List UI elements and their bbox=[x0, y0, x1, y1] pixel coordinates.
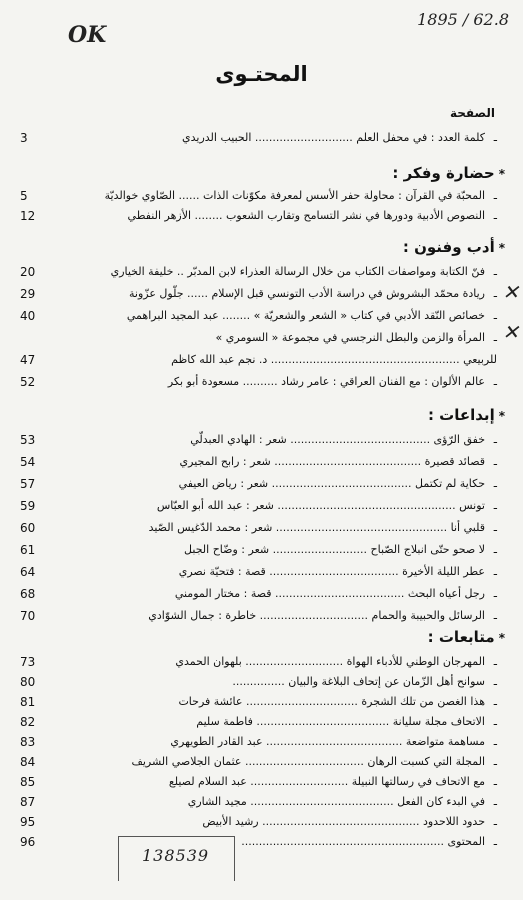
toc-row bbox=[0, 672, 523, 692]
star-icon: * bbox=[498, 409, 505, 423]
page-title: المحتـوى bbox=[215, 62, 308, 86]
toc-row bbox=[0, 284, 523, 304]
toc-entry-page: 73 bbox=[20, 655, 36, 669]
bullet-dash: ـ bbox=[493, 209, 497, 222]
toc-entry-page: 96 bbox=[20, 835, 36, 849]
toc-row bbox=[0, 584, 523, 604]
toc-row bbox=[0, 262, 523, 282]
bullet-dash: ـ bbox=[493, 499, 497, 512]
toc-row bbox=[0, 186, 523, 206]
toc-row bbox=[0, 606, 523, 626]
toc-row bbox=[0, 518, 523, 538]
bullet-dash: ـ bbox=[493, 715, 497, 728]
toc-entry-page: 53 bbox=[20, 433, 36, 447]
toc-entry-page: 64 bbox=[20, 565, 36, 579]
toc-entry-page: 84 bbox=[20, 755, 36, 769]
toc-entry-text: المحبّة في القرآن : محاولة حفر الأسس لمعرفة مكوّنات الذات ...... الصّاوي خوالديّة bbox=[104, 189, 485, 202]
handwritten-x-mark: ✕ bbox=[502, 280, 519, 304]
bullet-dash: ـ bbox=[493, 835, 497, 848]
toc-row bbox=[0, 652, 523, 672]
bullet-dash: ـ bbox=[493, 189, 497, 202]
toc-entry-text: فنّ الكتابة ومواصفات الكتاب من خلال الرسالة العذراء لابن المدبّر .. خليفة الخياري bbox=[110, 265, 485, 278]
bullet-dash: ـ bbox=[493, 795, 497, 808]
toc-entry-text: مع الاتحاف في رسالتها النبيلة ............................ عبد السلام لصيلع bbox=[168, 775, 485, 788]
toc-entry-page: 47 bbox=[20, 353, 36, 367]
handwritten-catalog-number: 1895 / 62.8 bbox=[417, 10, 509, 29]
toc-entry-text: خصائص النّقد الأدبي في كتاب « الشعر والشعريّة » ........ عبد المجيد البراهمي bbox=[126, 309, 485, 322]
bullet-dash: ـ bbox=[493, 455, 497, 468]
toc-entry-page: 60 bbox=[20, 521, 36, 535]
toc-row bbox=[0, 206, 523, 226]
toc-row bbox=[0, 452, 523, 472]
star-icon: * bbox=[498, 631, 505, 645]
toc-row bbox=[0, 496, 523, 516]
toc-entry-page: 87 bbox=[20, 795, 36, 809]
bullet-dash: ـ bbox=[493, 565, 497, 578]
toc-entry-text: كلمة العدد : في محفل العلم ............................ الحبيب الدريدي bbox=[182, 131, 485, 144]
toc-entry-page: 29 bbox=[20, 287, 36, 301]
star-icon: * bbox=[498, 167, 505, 181]
toc-row bbox=[0, 692, 523, 712]
star-icon: * bbox=[498, 241, 505, 255]
toc-row bbox=[0, 732, 523, 752]
toc-entry-text: المرأة والزمن والبطل النرجسي في مجموعة « السومري » bbox=[215, 331, 485, 344]
toc-entry-text: في البدء كان الفعل ......................................... مجيد الشاري bbox=[187, 795, 485, 808]
toc-entry-page: 3 bbox=[20, 131, 28, 145]
toc-entry-text: ريادة محمّد البشروش في دراسة الأدب التونسي قبل الإسلام ...... جلّول عزّونة bbox=[129, 287, 485, 300]
bullet-dash: ـ bbox=[493, 775, 497, 788]
section-heading: *حضارة وفكر : bbox=[392, 164, 505, 182]
toc-entry-page: 5 bbox=[20, 189, 28, 203]
page-column-header: الصفحة bbox=[449, 106, 495, 120]
section-heading: *إبداعات : bbox=[427, 406, 505, 424]
toc-entry-page: 95 bbox=[20, 815, 36, 829]
toc-entry-text: عطر الليلة الأخيرة ..................................... قصة : فتحيّة نصري bbox=[178, 565, 485, 578]
toc-entry-page: 68 bbox=[20, 587, 36, 601]
toc-entry-text: تونس ................................................... شعر : عبد الله أبو العبّاس bbox=[156, 499, 485, 512]
toc-row bbox=[0, 474, 523, 494]
toc-entry-page: 70 bbox=[20, 609, 36, 623]
toc-entry-text: رجل أعياه البحث ..................................... قصة : مختار المومني bbox=[174, 587, 485, 600]
toc-entry-text: لا صحو حتّى انبلاج الصّباح ........................... شعر : وضّاح الجبل bbox=[184, 543, 485, 556]
toc-entry-text: عالم الألوان : مع الفنان العراقي : عامر رشاد .......... مسعودة أبو بكر bbox=[167, 375, 485, 388]
bullet-dash: ـ bbox=[493, 543, 497, 556]
toc-entry-text: حكاية لم تكتمل ........................................ شعر : رياض العيفي bbox=[178, 477, 485, 490]
handwritten-x-mark: ✕ bbox=[502, 320, 519, 344]
toc-entry-page: 61 bbox=[20, 543, 36, 557]
toc-entry-page: 85 bbox=[20, 775, 36, 789]
bullet-dash: ـ bbox=[493, 331, 497, 344]
section-heading: *أدب وفنون : bbox=[402, 238, 505, 256]
toc-row bbox=[0, 562, 523, 582]
bullet-dash: ـ bbox=[493, 815, 497, 828]
toc-entry-text: قلبي أنا ................................................. شعر : محمد الدّغيس الصّيد bbox=[148, 521, 485, 534]
toc-entry-text: المهرجان الوطني للأدباء الهواة ............................ بلهوان الحمدي bbox=[175, 655, 485, 668]
toc-entry-text: للربيعي ...................................................... د. نجم عبد الله كاظم bbox=[171, 353, 497, 366]
bullet-dash: ـ bbox=[493, 655, 497, 668]
bullet-dash: ـ bbox=[493, 755, 497, 768]
toc-entry-page: 12 bbox=[20, 209, 36, 223]
toc-row bbox=[0, 328, 523, 348]
toc-row bbox=[0, 372, 523, 392]
handwritten-ok: OK bbox=[68, 22, 107, 48]
toc-entry-page: 82 bbox=[20, 715, 36, 729]
bullet-dash: ـ bbox=[493, 131, 497, 144]
toc-entry-text: النصوص الأدبية ودورها في نشر التسامح وتقارب الشعوب ........ الأزهر النفطي bbox=[127, 209, 485, 222]
bullet-dash: ـ bbox=[493, 521, 497, 534]
toc-entry-text: حدود اللاحدود ............................................. رشيد الأبيض bbox=[202, 815, 485, 828]
toc-entry-page: 20 bbox=[20, 265, 36, 279]
bullet-dash: ـ bbox=[493, 609, 497, 622]
toc-row bbox=[0, 306, 523, 326]
toc-entry-text: مساهمة متواضعة ....................................... عبد القادر الطويهري bbox=[170, 735, 485, 748]
toc-row bbox=[0, 712, 523, 732]
toc-entry-page: 54 bbox=[20, 455, 36, 469]
bullet-dash: ـ bbox=[493, 477, 497, 490]
toc-entry-page: 81 bbox=[20, 695, 36, 709]
bullet-dash: ـ bbox=[493, 265, 497, 278]
toc-entry-page: 80 bbox=[20, 675, 36, 689]
toc-row bbox=[0, 792, 523, 812]
toc-row bbox=[0, 540, 523, 560]
handwritten-inventory-number: 138539 bbox=[142, 846, 210, 865]
toc-row bbox=[0, 350, 523, 370]
toc-entry-text: المحتوى .......................................................... bbox=[241, 835, 485, 848]
toc-row bbox=[0, 812, 523, 832]
bullet-dash: ـ bbox=[493, 433, 497, 446]
toc-row bbox=[0, 772, 523, 792]
bullet-dash: ـ bbox=[493, 675, 497, 688]
bullet-dash: ـ bbox=[493, 309, 497, 322]
bullet-dash: ـ bbox=[493, 587, 497, 600]
toc-row bbox=[0, 752, 523, 772]
toc-entry-page: 40 bbox=[20, 309, 36, 323]
toc-entry-text: قصائد قصيرة .......................................... شعر : رابح المجيري bbox=[179, 455, 485, 468]
toc-entry-text: الاتحاف مجلة سليانة ...................................... فاطمة سليم bbox=[196, 715, 485, 728]
toc-entry-text: خفق الرّؤى ........................................ شعر : الهادي العبدلّي bbox=[190, 433, 485, 446]
bullet-dash: ـ bbox=[493, 287, 497, 300]
toc-entry-text: الرسائل والحبيبة والحمام ............................... خاطرة : جمال الشوّادي bbox=[148, 609, 485, 622]
toc-entry-text: سوانح أهل الزّمان عن إتحاف البلاغة والبيان ............... bbox=[232, 675, 485, 688]
toc-row bbox=[0, 832, 523, 852]
toc-row bbox=[0, 128, 523, 148]
toc-entry-page: 57 bbox=[20, 477, 36, 491]
toc-entry-page: 52 bbox=[20, 375, 36, 389]
toc-entry-page: 59 bbox=[20, 499, 36, 513]
toc-entry-page: 83 bbox=[20, 735, 36, 749]
bullet-dash: ـ bbox=[493, 735, 497, 748]
toc-entry-text: المجلة التي كسبت الرهان .................................. عثمان الجلاصي الشريف bbox=[131, 755, 485, 768]
section-heading: *متابعات : bbox=[427, 628, 505, 646]
toc-row bbox=[0, 430, 523, 450]
toc-entry-text: هذا الغصن من تلك الشجرة ................................ عائشة فرحات bbox=[178, 695, 485, 708]
bullet-dash: ـ bbox=[493, 695, 497, 708]
bullet-dash: ـ bbox=[493, 375, 497, 388]
